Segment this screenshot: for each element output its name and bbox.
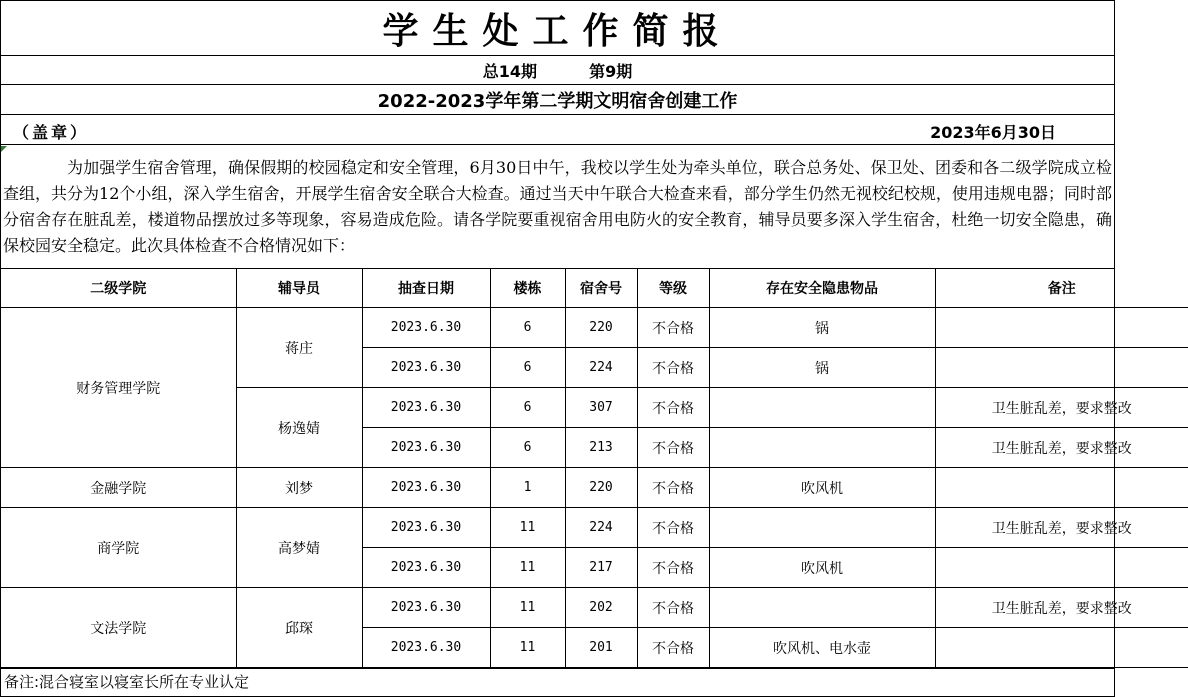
col-header-date: 抽查日期 xyxy=(362,269,490,308)
date-cell: 2023.6.30 xyxy=(362,628,490,668)
items-cell xyxy=(709,428,935,468)
building-cell: 6 xyxy=(490,308,565,348)
grade-cell: 不合格 xyxy=(637,468,709,508)
stamp-label: （盖章） xyxy=(13,123,90,142)
note-cell xyxy=(935,468,1188,508)
issue-total: 总14期 xyxy=(482,61,538,81)
col-header-counselor: 辅导员 xyxy=(236,269,362,308)
items-cell xyxy=(709,388,935,428)
note-cell: 卫生脏乱差，要求整改 xyxy=(935,588,1188,628)
building-cell: 6 xyxy=(490,388,565,428)
college-cell: 财务管理学院 xyxy=(1,308,236,468)
building-cell: 11 xyxy=(490,508,565,548)
room-cell: 201 xyxy=(565,628,637,668)
room-cell: 224 xyxy=(565,348,637,388)
grade-cell: 不合格 xyxy=(637,428,709,468)
note-cell: 卫生脏乱差，要求整改 xyxy=(935,508,1188,548)
building-cell: 6 xyxy=(490,348,565,388)
building-cell: 11 xyxy=(490,548,565,588)
items-cell: 锅 xyxy=(709,348,935,388)
date-cell: 2023.6.30 xyxy=(362,468,490,508)
counselor-cell: 邱琛 xyxy=(236,588,362,668)
room-cell: 224 xyxy=(565,508,637,548)
counselor-cell: 刘梦 xyxy=(236,468,362,508)
building-cell: 11 xyxy=(490,588,565,628)
col-header-grade: 等级 xyxy=(637,269,709,308)
issue-date: 2023年6月30日 xyxy=(930,123,1056,142)
note-cell xyxy=(935,548,1188,588)
table-row xyxy=(1,308,1188,348)
issue-number: 第9期 xyxy=(589,61,633,81)
cell-comment-marker xyxy=(1,146,7,152)
counselor-cell: 高梦婧 xyxy=(236,508,362,588)
note-cell: 卫生脏乱差，要求整改 xyxy=(935,428,1188,468)
room-cell: 217 xyxy=(565,548,637,588)
briefing-subject: 2022-2023学年第二学期文明宿舍创建工作 xyxy=(1,85,1114,115)
note-cell xyxy=(935,348,1188,388)
grade-cell: 不合格 xyxy=(637,308,709,348)
col-header-items: 存在安全隐患物品 xyxy=(709,269,935,308)
issue-line xyxy=(1,56,1114,85)
items-cell: 吹风机、电水壶 xyxy=(709,628,935,668)
grade-cell: 不合格 xyxy=(637,628,709,668)
items-cell: 锅 xyxy=(709,308,935,348)
table-header-row xyxy=(1,269,1188,308)
note-cell xyxy=(935,628,1188,668)
note-cell xyxy=(935,308,1188,348)
date-cell: 2023.6.30 xyxy=(362,588,490,628)
stamp-date-row xyxy=(1,115,1114,145)
note-cell: 卫生脏乱差，要求整改 xyxy=(935,388,1188,428)
building-cell: 11 xyxy=(490,628,565,668)
date-cell: 2023.6.30 xyxy=(362,508,490,548)
building-cell: 1 xyxy=(490,468,565,508)
grade-cell: 不合格 xyxy=(637,588,709,628)
grade-cell: 不合格 xyxy=(637,388,709,428)
items-cell xyxy=(709,588,935,628)
intro-paragraph: 为加强学生宿舍管理，确保假期的校园稳定和安全管理，6月30日中午，我校以学生处为牵头单位，联合总务处、保卫处、团委和各二级学院成立检查组，共分为12个小组，深入学生宿舍，开展学生宿舍安全联合大检查。通过当天中午联合大检查来看，部分学生仍然无视校纪校规，使用违规电器；同时部分宿舍存在脏乱差，楼道物品摆放过多等现象，容易造成危险。请各学院要重视宿舍用电防火的安全教育，辅导员要多深入学生宿舍，杜绝一切安全隐患，确保校园安全稳定。此次具体检查不合格情况如下： xyxy=(1,145,1114,269)
college-cell: 文法学院 xyxy=(1,588,236,668)
page-title: 学生处工作简报 xyxy=(1,1,1114,56)
date-cell: 2023.6.30 xyxy=(362,428,490,468)
college-cell: 商学院 xyxy=(1,508,236,588)
items-cell: 吹风机 xyxy=(709,468,935,508)
footnote: 备注:混合寝室以寝室长所在专业认定 xyxy=(1,668,1114,696)
room-cell: 307 xyxy=(565,388,637,428)
items-cell: 吹风机 xyxy=(709,548,935,588)
date-cell: 2023.6.30 xyxy=(362,388,490,428)
date-cell: 2023.6.30 xyxy=(362,308,490,348)
items-cell xyxy=(709,508,935,548)
date-cell: 2023.6.30 xyxy=(362,548,490,588)
room-cell: 213 xyxy=(565,428,637,468)
date-cell: 2023.6.30 xyxy=(362,348,490,388)
grade-cell: 不合格 xyxy=(637,548,709,588)
col-header-room: 宿舍号 xyxy=(565,269,637,308)
grade-cell: 不合格 xyxy=(637,348,709,388)
table-row xyxy=(1,468,1188,508)
counselor-cell: 蒋庄 xyxy=(236,308,362,388)
room-cell: 220 xyxy=(565,308,637,348)
room-cell: 220 xyxy=(565,468,637,508)
room-cell: 202 xyxy=(565,588,637,628)
counselor-cell: 杨逸婧 xyxy=(236,388,362,468)
college-cell: 金融学院 xyxy=(1,468,236,508)
col-header-college: 二级学院 xyxy=(1,269,236,308)
table-row xyxy=(1,588,1188,628)
building-cell: 6 xyxy=(490,428,565,468)
table-row xyxy=(1,508,1188,548)
inspection-table xyxy=(1,269,1188,668)
col-header-building: 楼栋 xyxy=(490,269,565,308)
grade-cell: 不合格 xyxy=(637,508,709,548)
col-header-note: 备注 xyxy=(935,269,1188,308)
